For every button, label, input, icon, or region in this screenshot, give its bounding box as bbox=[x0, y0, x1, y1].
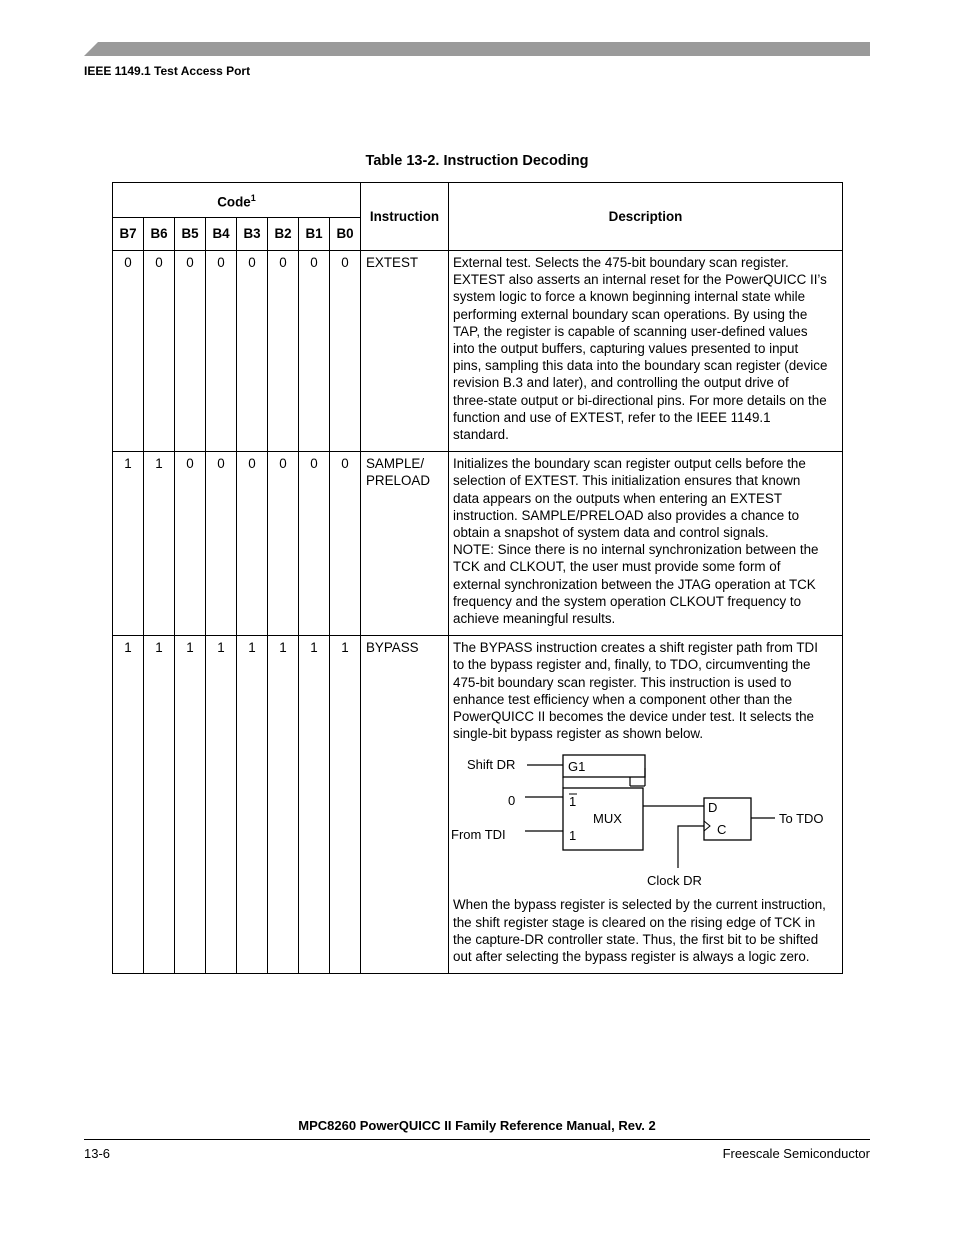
footer-rule bbox=[84, 1139, 870, 1140]
instruction-line: SAMPLE/ bbox=[366, 456, 425, 472]
bit-header-b2: B2 bbox=[268, 218, 299, 251]
description-line: pins, sampling this data into the boundary scan register (device bbox=[453, 358, 828, 374]
description-line: data appears on the outputs when entering an EXTEST bbox=[453, 490, 783, 506]
instruction-line: BYPASS bbox=[366, 640, 419, 656]
bit-cell: 0 bbox=[175, 251, 206, 452]
bit-cell: 0 bbox=[144, 251, 175, 452]
description-line: 475-bit boundary scan register. This instruction is used to bbox=[453, 674, 792, 690]
description-line: External test. Selects the 475-bit boundary scan register. bbox=[453, 255, 789, 270]
description-line: three-state output or bi-directional pins. For more details on the bbox=[453, 392, 827, 408]
description-line: achieve meaningful results. bbox=[453, 611, 616, 627]
bit-cell: 0 bbox=[330, 452, 361, 636]
description-line: The BYPASS instruction creates a shift register path from TDI bbox=[453, 640, 818, 656]
description-header: Description bbox=[449, 183, 843, 251]
description-cell bbox=[449, 452, 843, 636]
bit-cell: 0 bbox=[206, 452, 237, 636]
description-line: EXTEST also asserts an internal reset for the PowerQUICC II’s bbox=[453, 272, 827, 288]
description-cell bbox=[449, 251, 843, 452]
bypass-register-diagram bbox=[449, 748, 833, 904]
bit-cell: 0 bbox=[299, 251, 330, 452]
description-line: obtain a snapshot of system data and control signals. bbox=[453, 525, 769, 541]
bit-cell: 0 bbox=[330, 251, 361, 452]
instruction-header: Instruction bbox=[361, 183, 449, 251]
bit-cell: 1 bbox=[237, 636, 268, 974]
instruction-line: EXTEST bbox=[366, 255, 419, 270]
description-line: frequency and the system operation CLKOUT frequency to bbox=[453, 593, 802, 609]
bit-header-b1: B1 bbox=[299, 218, 330, 251]
bit-cell: 0 bbox=[268, 452, 299, 636]
instruction-cell bbox=[361, 636, 449, 974]
description-line: Initializes the boundary scan register output cells before the bbox=[453, 456, 806, 472]
zero-input-label: 0 bbox=[508, 793, 516, 809]
mux-bottom-label: 1 bbox=[569, 828, 577, 844]
description-line: selection of EXTEST. This initialization ensures that known bbox=[453, 473, 801, 489]
description-line: instruction. SAMPLE/PRELOAD also provides a chance to bbox=[453, 507, 800, 523]
code-label: Code bbox=[217, 194, 251, 210]
bit-header-b6: B6 bbox=[144, 218, 175, 251]
mux-top-label: 1 bbox=[569, 794, 577, 810]
bit-header-b7: B7 bbox=[113, 218, 144, 251]
bit-header-b3: B3 bbox=[237, 218, 268, 251]
g1-label: G1 bbox=[568, 759, 586, 775]
code-header bbox=[113, 183, 361, 218]
bit-cell: 1 bbox=[268, 636, 299, 974]
footer-title: MPC8260 PowerQUICC II Family Reference Manual, Rev. 2 bbox=[298, 1118, 656, 1133]
from-tdi-label: From TDI bbox=[451, 827, 506, 843]
bit-cell: 0 bbox=[237, 251, 268, 452]
instruction-cell bbox=[361, 251, 449, 452]
page-number: 13-6 bbox=[84, 1146, 111, 1161]
description-line: performing external boundary scan operations. By using the bbox=[453, 306, 808, 322]
shift-dr-label: Shift DR bbox=[467, 757, 516, 773]
bit-cell: 1 bbox=[330, 636, 361, 974]
bit-cell: 1 bbox=[113, 636, 144, 974]
bit-cell: 0 bbox=[237, 452, 268, 636]
bit-cell: 1 bbox=[175, 636, 206, 974]
bit-cell: 0 bbox=[113, 251, 144, 452]
description-line: function and use of EXTEST, refer to the IEEE 1149.1 bbox=[453, 409, 771, 425]
table-row bbox=[113, 636, 843, 974]
bit-cell: 1 bbox=[206, 636, 237, 974]
bit-header-b0: B0 bbox=[330, 218, 361, 251]
table-row bbox=[113, 452, 843, 636]
description-line: enhance test efficiency when a component other than the bbox=[453, 691, 793, 707]
d-label: D bbox=[708, 800, 718, 816]
description-line: When the bypass register is selected by the current instruction, bbox=[453, 897, 826, 913]
description-line: TAP, the register is capable of scanning user-defined values bbox=[453, 323, 808, 339]
code-footnote: 1 bbox=[250, 192, 256, 203]
description-line: into the output buffers, capturing values presented to input bbox=[453, 341, 799, 357]
bit-cell: 0 bbox=[299, 452, 330, 636]
description-line: the shift register stage is cleared on the rising edge of TCK in bbox=[453, 914, 816, 930]
bit-cell: 0 bbox=[175, 452, 206, 636]
description-line: PowerQUICC II becomes the device under test. It selects the bbox=[453, 709, 814, 725]
clock-dr-wire bbox=[678, 826, 704, 868]
description-line: TCK and CLKOUT, the user must provide some form of bbox=[453, 559, 781, 575]
bit-cell: 0 bbox=[206, 251, 237, 452]
description-line: system logic to force a known beginning internal state while bbox=[453, 289, 806, 305]
description-line: standard. bbox=[453, 427, 509, 443]
section-title: IEEE 1149.1 Test Access Port bbox=[84, 64, 251, 78]
description-line: revision B.3 and later), and controlling the output drive of bbox=[453, 375, 789, 391]
bit-cell: 1 bbox=[144, 636, 175, 974]
c-label: C bbox=[717, 822, 727, 838]
header-bar bbox=[84, 42, 870, 56]
description-line: out after selecting the bypass register is always a logic zero. bbox=[453, 949, 810, 965]
table-row bbox=[113, 251, 843, 452]
description-line: to the bypass register and, finally, to TDO, circumventing the bbox=[453, 657, 811, 673]
description-line: external synchronization between the JTAG operation at TCK bbox=[453, 576, 816, 592]
bit-header-b5: B5 bbox=[175, 218, 206, 251]
description-line: the capture-DR controller state. Thus, the first bit to be shifted bbox=[453, 931, 819, 947]
description-line: single-bit bypass register as shown below. bbox=[453, 726, 704, 742]
description-cell bbox=[449, 636, 843, 974]
bit-cell: 1 bbox=[299, 636, 330, 974]
table-title: Table 13-2. Instruction Decoding bbox=[365, 153, 589, 169]
instruction-decoding-table bbox=[112, 182, 843, 974]
bit-cell: 1 bbox=[113, 452, 144, 636]
bit-cell: 0 bbox=[268, 251, 299, 452]
company-name: Freescale Semiconductor bbox=[722, 1146, 870, 1161]
to-tdo-label: To TDO bbox=[779, 811, 824, 827]
instruction-line: PRELOAD bbox=[366, 473, 430, 489]
bit-header-b4: B4 bbox=[206, 218, 237, 251]
clock-dr-label: Clock DR bbox=[647, 873, 702, 889]
description-line: NOTE: Since there is no internal synchronization between the bbox=[453, 542, 819, 558]
mux-label: MUX bbox=[593, 811, 622, 827]
instruction-cell bbox=[361, 452, 449, 636]
bit-cell: 1 bbox=[144, 452, 175, 636]
